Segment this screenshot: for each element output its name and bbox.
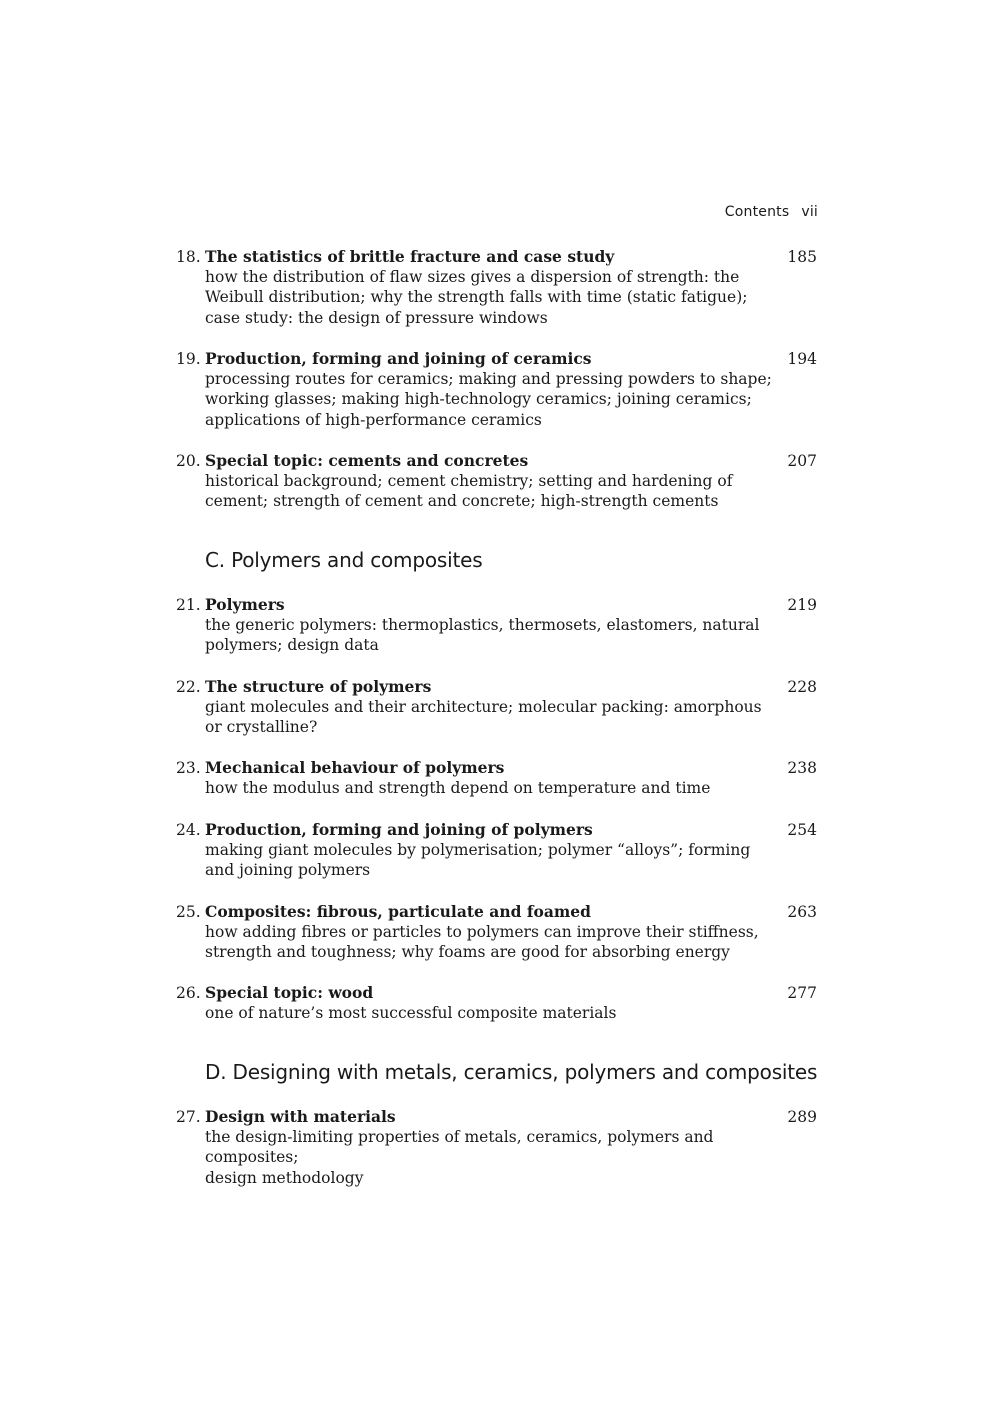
entry-number: 25. bbox=[176, 903, 201, 921]
entry-title: The statistics of brittle fracture and case study bbox=[205, 247, 615, 266]
entry-number: 22. bbox=[176, 678, 201, 696]
running-header bbox=[725, 204, 818, 220]
entry-title: Production, forming and joining of ceramics bbox=[205, 349, 592, 368]
toc-entry bbox=[176, 1107, 817, 1188]
toc-entry bbox=[176, 983, 817, 1023]
entry-page: 219 bbox=[787, 596, 817, 614]
description-line: one of nature’s most successful composite materials bbox=[205, 1004, 617, 1023]
entry-number: 23. bbox=[176, 759, 201, 777]
description-line: the design-limiting properties of metals, ceramics, polymers and composites; bbox=[205, 1128, 714, 1167]
description-line: case study: the design of pressure windows bbox=[205, 308, 548, 327]
description-line: polymers; design data bbox=[205, 636, 379, 655]
description-line: design methodology bbox=[205, 1168, 364, 1187]
description-line: processing routes for ceramics; making and pressing powders to shape; bbox=[205, 370, 772, 389]
entry-description bbox=[205, 922, 817, 962]
entry-description bbox=[205, 778, 817, 798]
entry-page: 228 bbox=[787, 678, 817, 696]
entry-page: 263 bbox=[787, 903, 817, 921]
entry-page: 185 bbox=[787, 248, 817, 266]
entry-title: Special topic: cements and concretes bbox=[205, 451, 529, 470]
description-line: how the distribution of flaw sizes gives a dispersion of strength: the bbox=[205, 268, 740, 287]
description-line: cement; strength of cement and concrete; high-strength cements bbox=[205, 492, 719, 511]
entry-page: 289 bbox=[787, 1108, 817, 1126]
entry-number: 24. bbox=[176, 821, 201, 839]
description-line: making giant molecules by polymerisation; polymer “alloys”; forming bbox=[205, 841, 751, 860]
page-folio: vii bbox=[801, 204, 818, 220]
entry-description bbox=[205, 1127, 817, 1188]
entry-title: Composites: fibrous, particulate and foamed bbox=[205, 902, 591, 921]
entry-number: 27. bbox=[176, 1108, 201, 1126]
section-heading-c: C. Polymers and composites bbox=[205, 548, 483, 572]
entry-number: 26. bbox=[176, 984, 201, 1002]
toc-entry bbox=[176, 247, 817, 328]
entry-title: Design with materials bbox=[205, 1107, 396, 1126]
running-header-label: Contents bbox=[724, 204, 790, 220]
toc-entry bbox=[176, 349, 817, 430]
entry-number: 20. bbox=[176, 452, 201, 470]
toc-entry bbox=[176, 820, 817, 881]
entry-number: 21. bbox=[176, 596, 201, 614]
description-line: how adding fibres or particles to polymers can improve their stiffness, bbox=[205, 923, 759, 942]
toc-entry bbox=[176, 595, 817, 656]
description-line: historical background; cement chemistry; setting and hardening of bbox=[205, 472, 733, 491]
entry-title: Polymers bbox=[205, 595, 285, 614]
description-line: applications of high-performance ceramics bbox=[205, 410, 542, 429]
description-line: how the modulus and strength depend on temperature and time bbox=[205, 779, 711, 798]
entry-title: Production, forming and joining of polymers bbox=[205, 820, 593, 839]
description-line: the generic polymers: thermoplastics, thermosets, elastomers, natural bbox=[205, 616, 760, 635]
description-line: working glasses; making high-technology ceramics; joining ceramics; bbox=[205, 390, 752, 409]
toc-entry bbox=[176, 451, 817, 512]
toc-entry bbox=[176, 677, 817, 738]
entry-description bbox=[205, 840, 817, 880]
description-line: or crystalline? bbox=[205, 718, 318, 737]
entry-title: The structure of polymers bbox=[205, 677, 432, 696]
entry-description bbox=[205, 615, 817, 655]
entry-description bbox=[205, 1003, 817, 1023]
description-line: strength and toughness; why foams are good for absorbing energy bbox=[205, 943, 730, 962]
entry-title: Special topic: wood bbox=[205, 983, 374, 1002]
entry-page: 194 bbox=[787, 350, 817, 368]
entry-page: 254 bbox=[787, 821, 817, 839]
entry-page: 238 bbox=[787, 759, 817, 777]
toc-entry bbox=[176, 902, 817, 963]
entry-description bbox=[205, 697, 817, 737]
entry-description bbox=[205, 471, 817, 511]
entry-number: 19. bbox=[176, 350, 201, 368]
entry-page: 277 bbox=[787, 984, 817, 1002]
description-line: giant molecules and their architecture; molecular packing: amorphous bbox=[205, 698, 762, 717]
entry-title: Mechanical behaviour of polymers bbox=[205, 758, 505, 777]
section-heading-d: D. Designing with metals, ceramics, polymers and composites bbox=[205, 1060, 818, 1084]
entry-description bbox=[205, 369, 817, 430]
toc-entry bbox=[176, 758, 817, 798]
entry-page: 207 bbox=[787, 452, 817, 470]
description-line: Weibull distribution; why the strength falls with time (static fatigue); bbox=[205, 288, 748, 307]
entry-description bbox=[205, 267, 817, 328]
description-line: and joining polymers bbox=[205, 861, 371, 880]
entry-number: 18. bbox=[176, 248, 201, 266]
